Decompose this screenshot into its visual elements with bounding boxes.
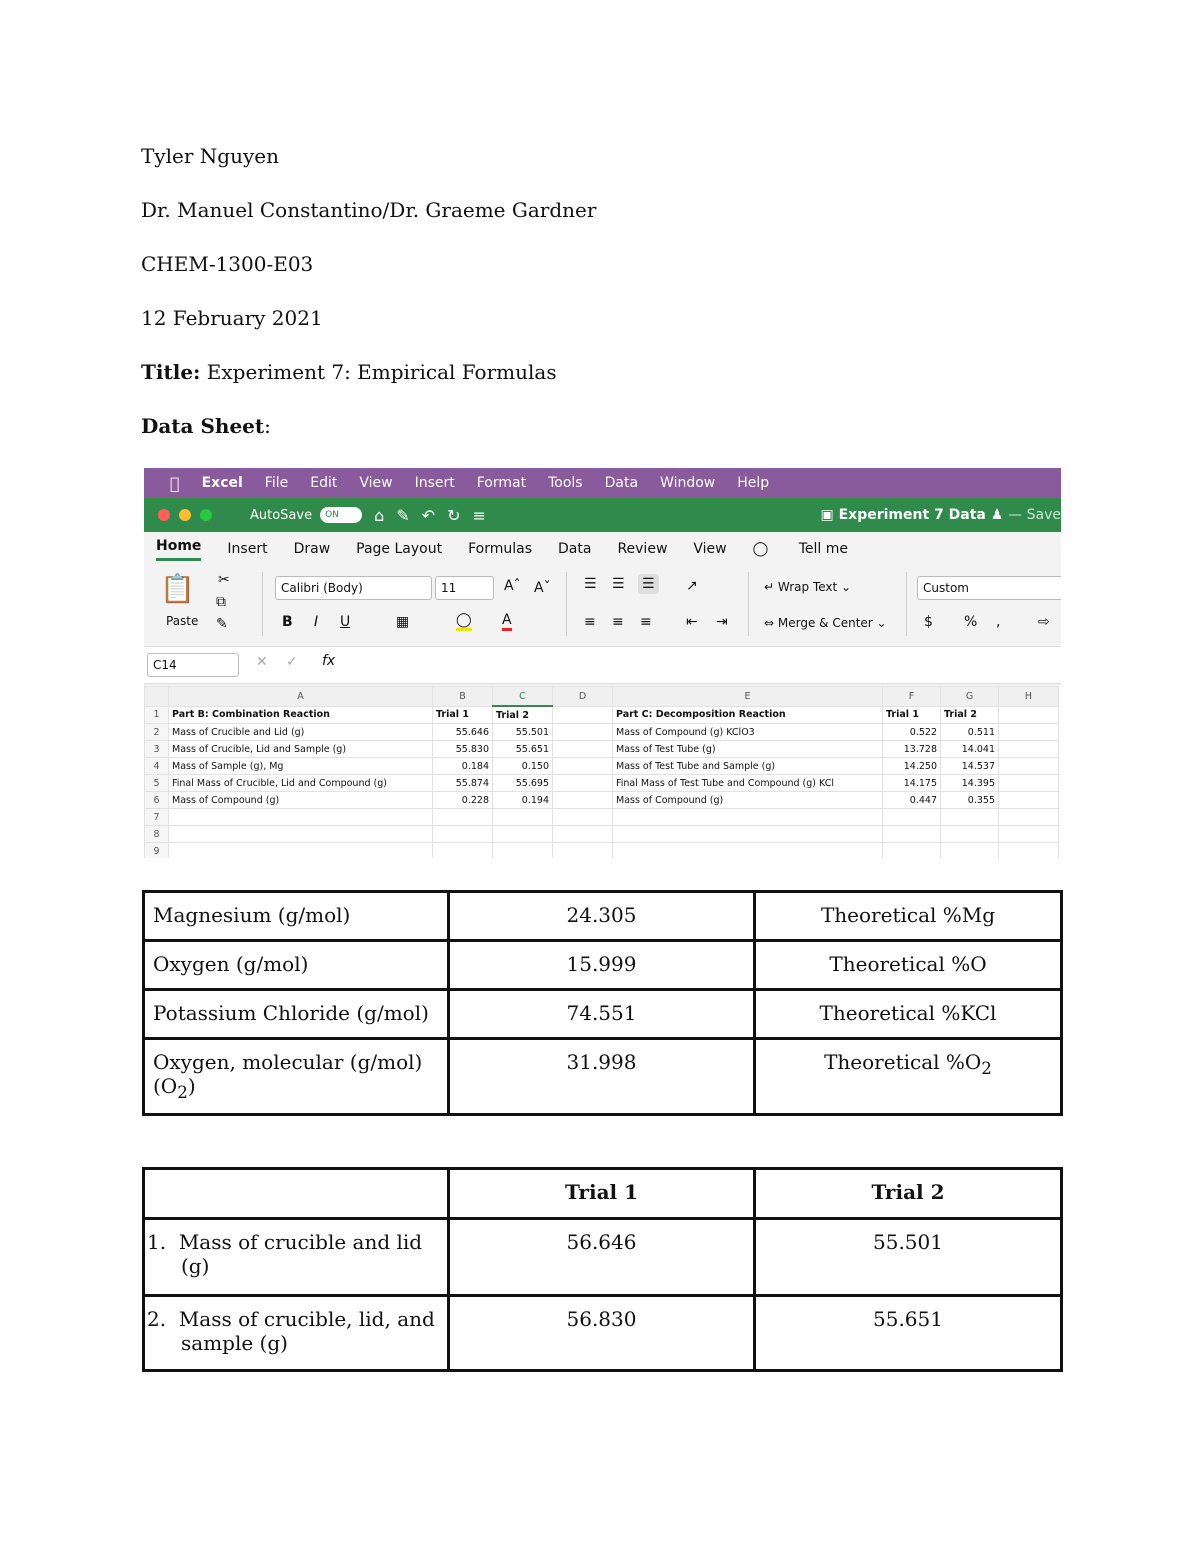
column-header[interactable]: E	[613, 687, 883, 707]
ribbon-home	[144, 566, 1061, 646]
document-title	[820, 507, 1061, 523]
sheet-cell[interactable]	[169, 826, 433, 843]
excel-file-icon: ▣	[820, 507, 834, 523]
sheet-cell[interactable]	[999, 792, 1059, 809]
align-center-icon[interactable]: ≡	[612, 614, 624, 630]
tab-formulas[interactable]: Formulas	[468, 541, 532, 557]
sheet-cell[interactable]: 0.184	[433, 758, 493, 775]
sheet-cell[interactable]: 0.447	[883, 792, 941, 809]
sheet-cell[interactable]	[999, 724, 1059, 741]
constant-name	[144, 1039, 449, 1115]
sheet-cell[interactable]: 55.695	[493, 775, 553, 792]
table-row	[144, 1296, 1062, 1371]
sheet-cell[interactable]: Trial 2	[493, 706, 553, 724]
column-header[interactable]: F	[883, 687, 941, 707]
student-name: Tyler Nguyen	[141, 144, 279, 168]
autosave-label: AutoSave	[250, 507, 313, 523]
menu-tools[interactable]: Tools	[538, 475, 573, 491]
sheet-cell[interactable]: Trial 2	[941, 706, 999, 724]
constant-name: Oxygen (g/mol)	[144, 941, 449, 990]
formula-bar	[144, 646, 1061, 684]
save-status: — Save	[1008, 507, 1061, 523]
align-bottom-icon[interactable]: ☰	[638, 574, 659, 594]
paste-icon[interactable]: 📋	[160, 572, 195, 605]
sheet-cell[interactable]: 14.041	[941, 741, 999, 758]
spreadsheet-grid	[144, 686, 1061, 858]
constant-value: 15.999	[449, 941, 755, 990]
sheet-cell[interactable]	[883, 809, 941, 826]
column-header[interactable]: D	[553, 687, 613, 707]
subscript: 2	[981, 1059, 992, 1078]
excel-screenshot	[144, 468, 1061, 858]
menu-file[interactable]: File	[255, 475, 279, 491]
share-icon: ♟	[990, 507, 1004, 523]
sheet-cell[interactable]	[169, 809, 433, 826]
sheet-cell[interactable]: 14.537	[941, 758, 999, 775]
sheet-cell[interactable]: 0.150	[493, 758, 553, 775]
italic-icon[interactable]: I	[314, 614, 319, 630]
sheet-cell[interactable]: 55.874	[433, 775, 493, 792]
sheet-cell[interactable]: 55.651	[493, 741, 553, 758]
constant-name-text: Oxygen, molecular (g/mol) (O	[153, 1050, 423, 1098]
row-number[interactable]: 3	[145, 741, 169, 758]
sheet-cell[interactable]	[883, 843, 941, 859]
list-number: 2.	[147, 1307, 167, 1331]
sheet-cell[interactable]	[553, 758, 613, 775]
column-header[interactable]: A	[169, 687, 433, 707]
autosave-toggle[interactable]: ON	[320, 507, 362, 523]
sheet-row	[145, 758, 1059, 775]
copy-icon[interactable]: ⧉	[216, 594, 226, 610]
sheet-cell[interactable]	[553, 741, 613, 758]
sheet-row	[145, 724, 1059, 741]
sheet-cell[interactable]	[941, 843, 999, 859]
ribbon-divider	[906, 572, 907, 636]
increase-indent-icon[interactable]: ⇥	[716, 614, 728, 630]
format-painter-icon[interactable]: ✎	[216, 616, 228, 632]
enter-formula-icon[interactable]: ✓	[286, 654, 298, 670]
menu-excel[interactable]: Excel	[192, 475, 234, 491]
sheet-cell[interactable]: Mass of Compound (g)	[613, 792, 883, 809]
sheet-cell[interactable]	[553, 792, 613, 809]
sheet-cell[interactable]	[999, 809, 1059, 826]
select-all-corner[interactable]	[145, 687, 169, 707]
measurement-text: Mass of crucible, lid, and sample (g)	[178, 1307, 435, 1355]
sheet-cell[interactable]: 0.194	[493, 792, 553, 809]
font-size-select[interactable]: 11	[435, 576, 494, 600]
sheet-cell[interactable]	[433, 843, 493, 859]
sheet-cell[interactable]	[433, 809, 493, 826]
sheet-cell[interactable]: 13.728	[883, 741, 941, 758]
decrease-indent-icon[interactable]: ⇤	[686, 614, 698, 630]
wrap-text-button[interactable]: ↵ Wrap Text ⌄	[764, 580, 852, 594]
sheet-cell[interactable]	[613, 809, 883, 826]
table-row	[144, 892, 1062, 941]
tab-data[interactable]: Data	[558, 541, 592, 557]
course-code: CHEM-1300-E03	[141, 252, 314, 276]
align-left-icon[interactable]: ≡	[584, 614, 596, 630]
row-number[interactable]: 5	[145, 775, 169, 792]
sheet-cell[interactable]: Mass of Compound (g) KClO3	[613, 724, 883, 741]
sheet-row	[145, 826, 1059, 843]
row-number[interactable]: 9	[145, 843, 169, 859]
constant-value: 31.998	[449, 1039, 755, 1115]
row-number[interactable]: 4	[145, 758, 169, 775]
tab-insert[interactable]: Insert	[227, 541, 268, 557]
header-trial-1: Trial 1	[449, 1169, 755, 1219]
merge-center-button[interactable]: ⇔ Merge & Center ⌄	[764, 616, 887, 630]
column-header[interactable]: C	[493, 687, 553, 707]
tab-review[interactable]: Review	[617, 541, 668, 557]
sheet-cell[interactable]	[999, 826, 1059, 843]
trial-2-value: 55.501	[755, 1219, 1062, 1296]
row-number[interactable]: 2	[145, 724, 169, 741]
menu-insert[interactable]: Insert	[404, 475, 446, 491]
sheet-row	[145, 775, 1059, 792]
ribbon-divider	[262, 572, 263, 636]
sheet-cell[interactable]	[999, 706, 1059, 724]
sheet-cell[interactable]: 14.175	[883, 775, 941, 792]
undo-icon[interactable]: ↶	[421, 505, 436, 525]
row-number[interactable]: 1	[145, 706, 169, 724]
align-top-icon[interactable]: ☰	[584, 576, 597, 592]
save-icon[interactable]: ✎	[396, 505, 410, 525]
theoretical-label: Theoretical %KCl	[755, 990, 1062, 1039]
menu-window[interactable]: Window	[650, 475, 706, 491]
document-title-text: Experiment 7 Data	[838, 507, 986, 523]
sheet-cell[interactable]	[553, 843, 613, 859]
customize-toolbar-icon[interactable]: ≡	[472, 505, 486, 525]
sheet-cell[interactable]	[999, 758, 1059, 775]
trials-table	[142, 1167, 1063, 1372]
sheet-cell[interactable]	[493, 843, 553, 859]
tell-me-label: Tell me	[798, 541, 849, 557]
theoretical-text: Theoretical %O	[824, 1050, 982, 1074]
header-cell-empty	[144, 1169, 449, 1219]
row-number[interactable]: 7	[145, 809, 169, 826]
theoretical-label: Theoretical %O	[755, 941, 1062, 990]
sheet-cell[interactable]	[553, 809, 613, 826]
sheet-cell[interactable]: Mass of Crucible, Lid and Sample (g)	[169, 741, 433, 758]
row-number[interactable]: 6	[145, 792, 169, 809]
minimize-window-button[interactable]	[179, 509, 191, 521]
sheet-cell[interactable]: 14.250	[883, 758, 941, 775]
sheet-cell[interactable]: Trial 1	[433, 706, 493, 724]
redo-icon[interactable]: ↻	[447, 505, 461, 525]
menu-format[interactable]: Format	[467, 475, 517, 491]
sheet-cell[interactable]	[553, 826, 613, 843]
sheet-cell[interactable]	[169, 843, 433, 859]
ribbon-divider	[566, 572, 567, 636]
sheet-cell[interactable]: Part C: Decomposition Reaction	[613, 706, 883, 724]
sheet-cell[interactable]: Mass of Crucible and Lid (g)	[169, 724, 433, 741]
sheet-cell[interactable]	[941, 826, 999, 843]
excel-titlebar	[144, 498, 1061, 532]
name-box[interactable]: C14	[147, 653, 239, 677]
sheet-cell[interactable]	[941, 809, 999, 826]
percent-icon[interactable]: %	[964, 614, 978, 630]
worksheet-table	[144, 686, 1059, 858]
sheet-cell[interactable]: Final Mass of Test Tube and Compound (g) KCl	[613, 775, 883, 792]
sheet-cell[interactable]	[883, 826, 941, 843]
data-sheet-label: Data Sheet	[141, 414, 265, 438]
sheet-cell[interactable]: 0.511	[941, 724, 999, 741]
comma-style-icon[interactable]: ,	[996, 614, 1001, 630]
sheet-cell[interactable]: Trial 1	[883, 706, 941, 724]
currency-icon[interactable]: $	[924, 614, 933, 630]
sheet-cell[interactable]	[613, 843, 883, 859]
tab-draw[interactable]: Draw	[293, 541, 331, 557]
sheet-cell[interactable]: 14.395	[941, 775, 999, 792]
sheet-cell[interactable]: Mass of Test Tube and Sample (g)	[613, 758, 883, 775]
ribbon-tabs	[144, 532, 1061, 566]
column-header[interactable]: G	[941, 687, 999, 707]
column-header[interactable]: B	[433, 687, 493, 707]
sheet-cell[interactable]: Mass of Sample (g), Mg	[169, 758, 433, 775]
zoom-window-button[interactable]	[200, 509, 212, 521]
table-header-row	[144, 1169, 1062, 1219]
sheet-cell[interactable]	[493, 826, 553, 843]
sheet-row	[145, 809, 1059, 826]
fill-color-icon[interactable]: ◯	[456, 612, 472, 631]
sheet-cell[interactable]: Mass of Test Tube (g)	[613, 741, 883, 758]
trial-2-value: 55.651	[755, 1296, 1062, 1371]
align-middle-icon[interactable]: ☰	[612, 576, 625, 592]
menu-edit[interactable]: Edit	[300, 475, 328, 491]
menu-help[interactable]: Help	[727, 475, 760, 491]
sheet-cell[interactable]: Final Mass of Crucible, Lid and Compound (g)	[169, 775, 433, 792]
sheet-cell[interactable]: 0.228	[433, 792, 493, 809]
orientation-icon[interactable]: ↗	[686, 578, 698, 594]
ribbon-divider	[748, 572, 749, 636]
sheet-row	[145, 843, 1059, 859]
increase-decimal-icon[interactable]: ⇨	[1038, 614, 1050, 630]
title-value: Experiment 7: Empirical Formulas	[200, 360, 557, 384]
cancel-formula-icon[interactable]: ✕	[256, 654, 268, 670]
sheet-cell[interactable]: 55.646	[433, 724, 493, 741]
column-header[interactable]: H	[999, 687, 1059, 707]
tab-view[interactable]: View	[693, 541, 727, 557]
font-color-icon[interactable]: A	[502, 612, 512, 631]
constant-name: Potassium Chloride (g/mol)	[144, 990, 449, 1039]
trial-1-value: 56.830	[449, 1296, 755, 1371]
sheet-cell[interactable]: 0.522	[883, 724, 941, 741]
paste-label: Paste	[166, 614, 199, 628]
borders-icon[interactable]: ▦	[396, 614, 410, 630]
measurement-label	[144, 1219, 449, 1296]
cut-icon[interactable]: ✂	[218, 572, 230, 588]
sheet-cell[interactable]	[553, 724, 613, 741]
sheet-row	[145, 741, 1059, 758]
menu-view[interactable]: View	[349, 475, 383, 491]
close-window-button[interactable]	[158, 509, 170, 521]
report-title	[141, 360, 557, 384]
title-label: Title:	[141, 360, 201, 384]
underline-icon[interactable]: U	[340, 614, 351, 630]
constant-name: Magnesium (g/mol)	[144, 892, 449, 941]
subscript: 2	[177, 1083, 188, 1102]
tab-home[interactable]: Home	[156, 538, 201, 561]
sheet-cell[interactable]: 55.501	[493, 724, 553, 741]
column-header-row	[145, 687, 1059, 707]
sheet-cell[interactable]	[433, 826, 493, 843]
report-date: 12 February 2021	[141, 306, 323, 330]
tab-tell-me[interactable]: ◯ Tell me	[752, 541, 849, 557]
data-sheet-heading	[141, 414, 271, 438]
sheet-cell[interactable]: Part B: Combination Reaction	[169, 706, 433, 724]
sheet-cell[interactable]	[999, 741, 1059, 758]
constant-value: 24.305	[449, 892, 755, 941]
home-icon[interactable]: ⌂	[374, 505, 385, 525]
trial-1-value: 56.646	[449, 1219, 755, 1296]
sheet-cell[interactable]	[493, 809, 553, 826]
fx-icon[interactable]: fx	[322, 653, 336, 669]
measurement-label	[144, 1296, 449, 1371]
decrease-font-icon[interactable]: Aˇ	[534, 580, 551, 596]
table-row	[144, 1039, 1062, 1115]
instructor-names: Dr. Manuel Constantino/Dr. Graeme Gardner	[141, 198, 597, 222]
font-name-select[interactable]: Calibri (Body)	[275, 576, 432, 600]
table-row	[144, 941, 1062, 990]
sheet-cell[interactable]	[553, 706, 613, 724]
row-number[interactable]: 8	[145, 826, 169, 843]
constants-table	[142, 890, 1063, 1116]
table-row	[144, 990, 1062, 1039]
increase-font-icon[interactable]: Aˆ	[504, 578, 521, 594]
bold-icon[interactable]: B	[282, 614, 293, 630]
header-trial-2: Trial 2	[755, 1169, 1062, 1219]
sheet-row	[145, 792, 1059, 809]
tab-page-layout[interactable]: Page Layout	[356, 541, 443, 557]
measurement-text: Mass of crucible and lid (g)	[178, 1230, 423, 1278]
sheet-cell[interactable]: 0.355	[941, 792, 999, 809]
wrap-text-label: Wrap Text	[777, 580, 838, 594]
theoretical-label	[755, 1039, 1062, 1115]
table-row	[144, 1219, 1062, 1296]
align-right-icon[interactable]: ≡	[640, 614, 652, 630]
data-sheet-colon: :	[264, 414, 271, 438]
sheet-cell[interactable]: Mass of Compound (g)	[169, 792, 433, 809]
sheet-cell[interactable]	[553, 775, 613, 792]
number-format-select[interactable]: Custom	[917, 576, 1061, 600]
sheet-row	[145, 706, 1059, 724]
sheet-cell[interactable]: 55.830	[433, 741, 493, 758]
constant-value: 74.551	[449, 990, 755, 1039]
sheet-cell[interactable]	[999, 843, 1059, 859]
list-number: 1.	[147, 1230, 167, 1254]
constant-name-end: )	[187, 1074, 196, 1098]
theoretical-label: Theoretical %Mg	[755, 892, 1062, 941]
sheet-cell[interactable]	[999, 775, 1059, 792]
apple-icon[interactable]	[170, 474, 180, 493]
merge-center-label: Merge & Center	[777, 616, 873, 630]
sheet-cell[interactable]	[613, 826, 883, 843]
menu-data[interactable]: Data	[594, 475, 629, 491]
worksheet-body	[145, 706, 1059, 858]
mac-menubar	[144, 468, 1061, 498]
